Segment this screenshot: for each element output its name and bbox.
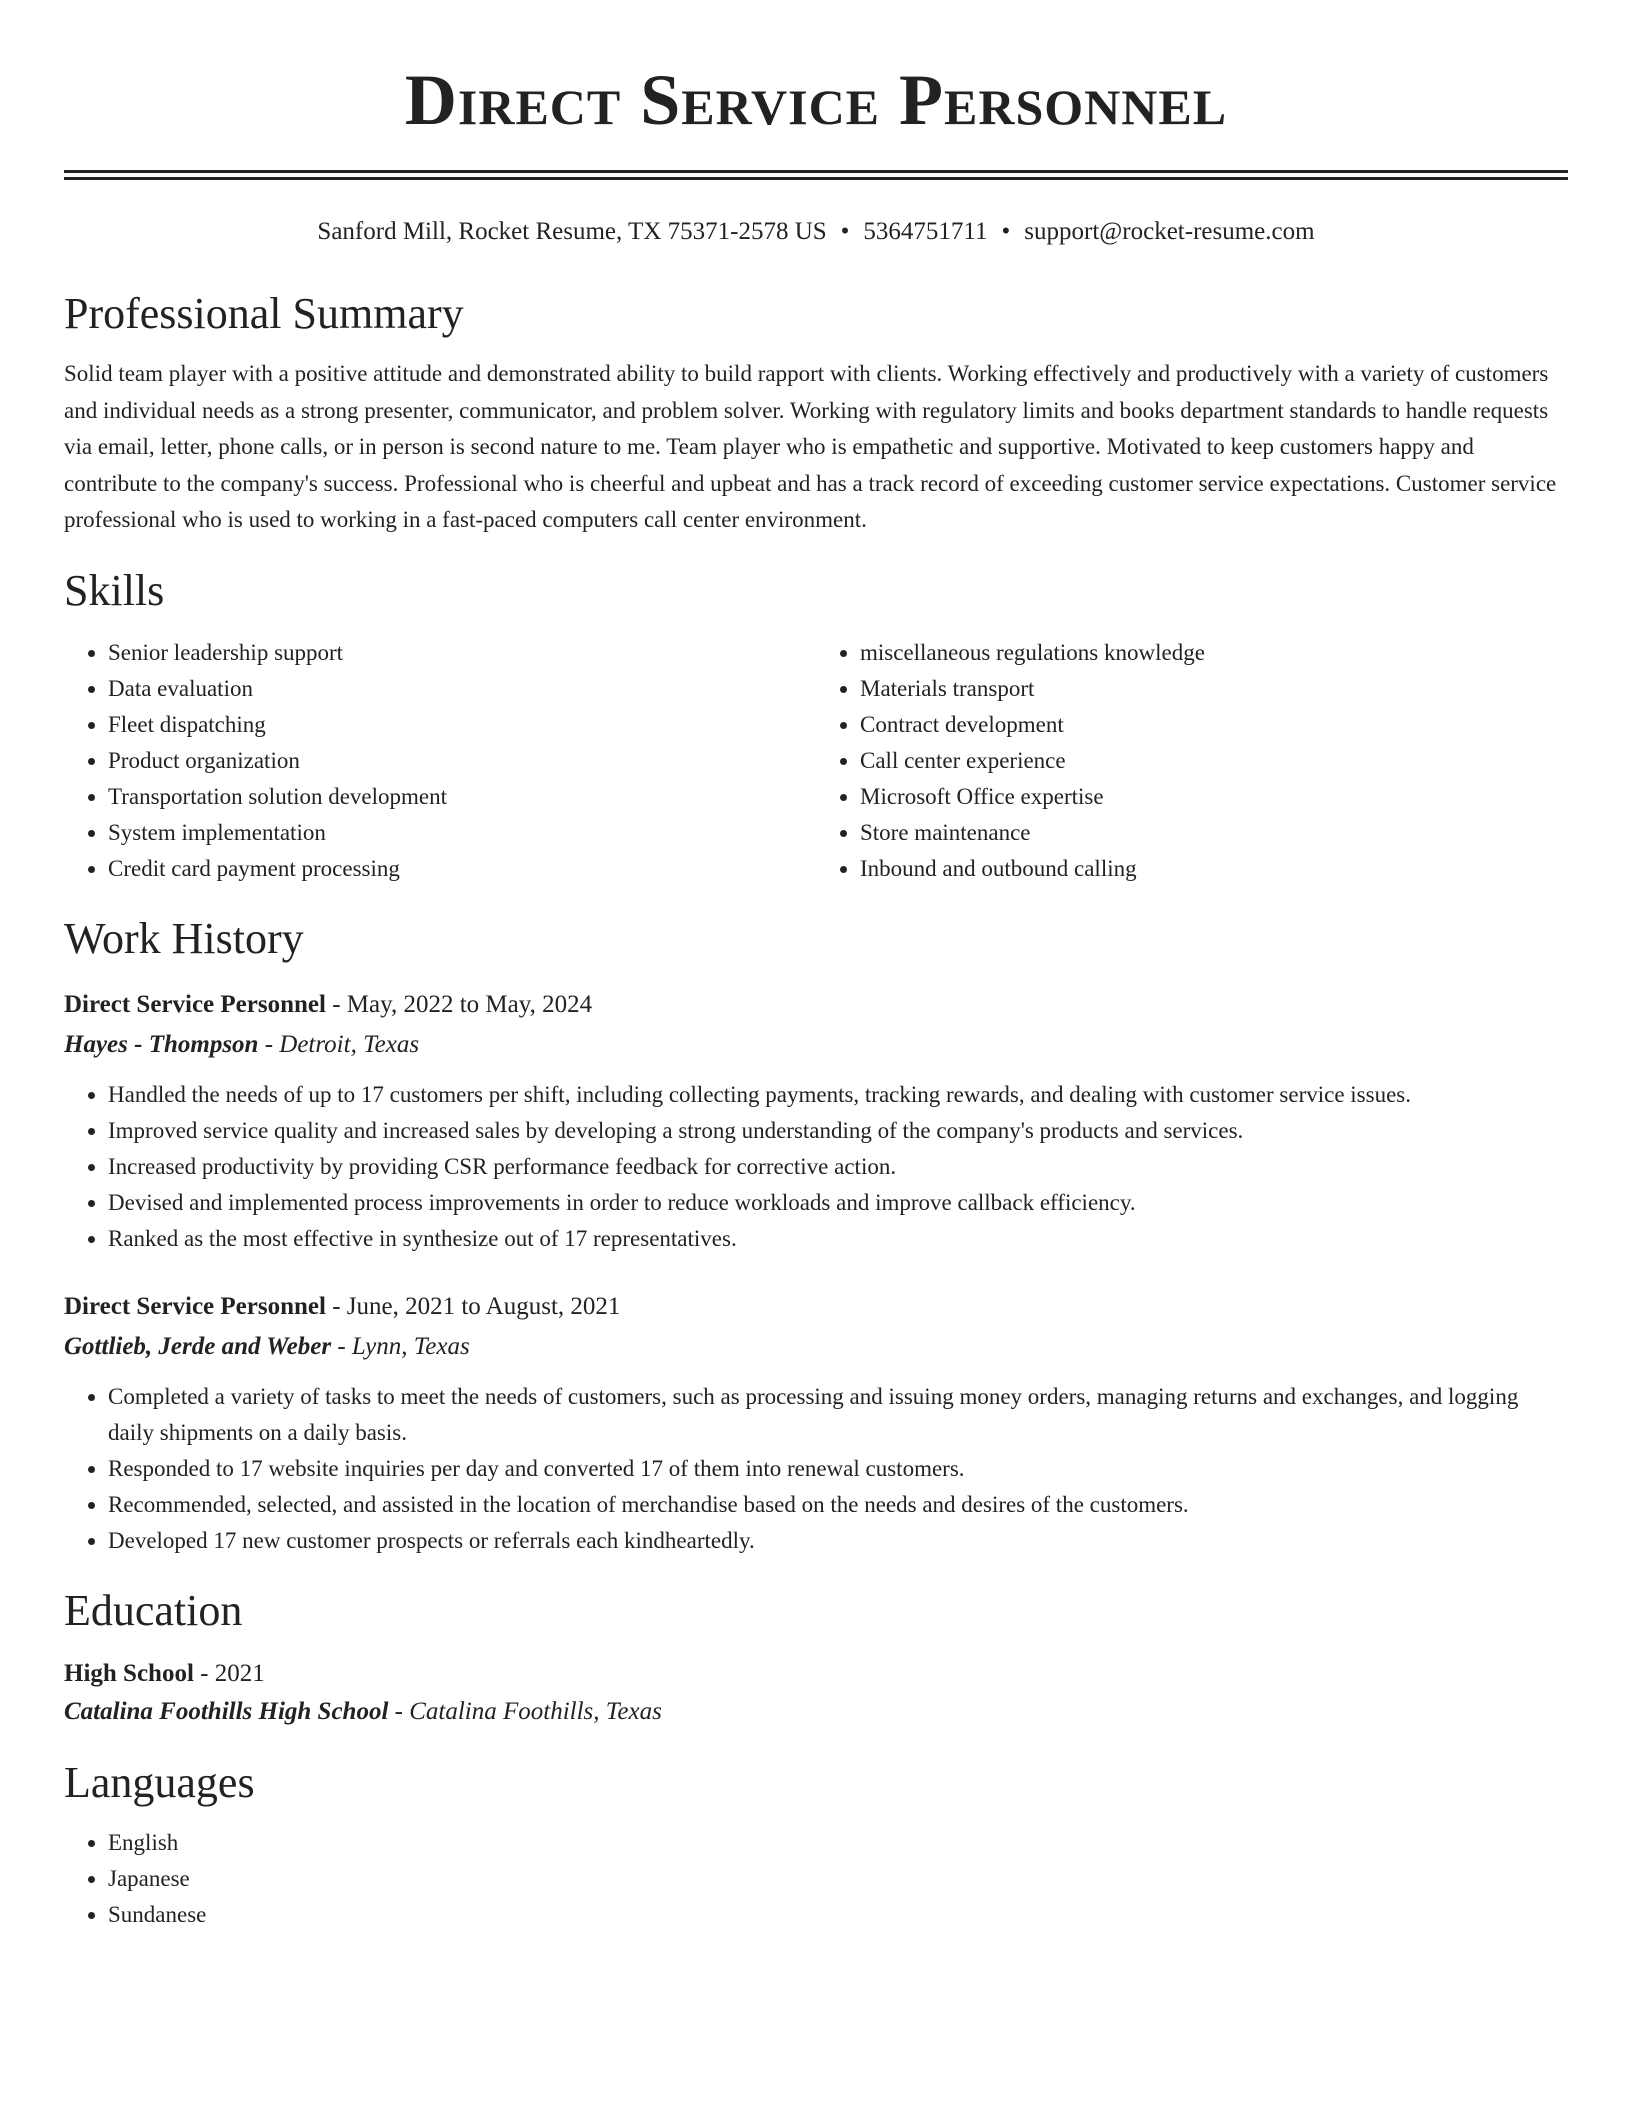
languages-section	[64, 1757, 1568, 1933]
contact-line	[64, 216, 1568, 248]
job-title-line	[64, 985, 1568, 1025]
education-heading: Education	[64, 1585, 243, 1635]
job-location: - Lynn, Texas	[331, 1332, 470, 1360]
job-company-line	[64, 1327, 1568, 1367]
job-location: - Detroit, Texas	[258, 1030, 420, 1058]
summary-section	[64, 288, 1568, 539]
job-bullet: • Developed 17 new customer prospects or referrals each kindheartedly.	[108, 1523, 1568, 1559]
language-item: • Japanese	[108, 1861, 1568, 1897]
job-bullet: • Improved service quality and increased sales by developing a strong understanding of the company's products and services.	[108, 1113, 1568, 1149]
skills-list-left	[64, 635, 816, 887]
skill-item: • Credit card payment processing	[108, 851, 816, 887]
contact-separator: •	[1001, 218, 1011, 245]
skills-heading: Skills	[64, 565, 165, 615]
job-bullet: • Ranked as the most effective in synthesize out of 17 representatives.	[108, 1221, 1568, 1257]
skill-item: • Store maintenance	[860, 815, 1568, 851]
skill-item: • Materials transport	[860, 671, 1568, 707]
job-bullet: • Devised and implemented process improvements in order to reduce workloads and improve callback efficiency.	[108, 1185, 1568, 1221]
job-bullet: • Responded to 17 website inquiries per day and converted 17 of them into renewal customers.	[108, 1451, 1568, 1487]
summary-text: Solid team player with a positive attitude and demonstrated ability to build rapport with clients. Working effectively and productively with a variety of customers and individual needs as a strong presenter, communicator, and problem solver. Working with regulatory limits and books department standards to handle requests via email, letter, phone calls, or in person is second nature to me. Team player who is empathetic and supportive. Motivated to keep customers happy and contribute to the company's success. Professional who is cheerful and upbeat and has a track record of exceeding customer service expectations. Customer service professional who is used to working in a fast-paced computers call center environment.	[64, 361, 1557, 532]
job-dates: - June, 2021 to August, 2021	[325, 1292, 621, 1320]
languages-list	[64, 1825, 1568, 1933]
education-school: Catalina Foothills High School	[64, 1697, 389, 1725]
job-bullet: • Handled the needs of up to 17 customers per shift, including collecting payments, tracking rewards, and dealing with customer service issues.	[108, 1077, 1568, 1113]
skill-item: • Senior leadership support	[108, 635, 816, 671]
job-bullet: • Increased productivity by providing CSR performance feedback for corrective action.	[108, 1149, 1568, 1185]
job-company: Gottlieb, Jerde and Weber	[64, 1332, 332, 1360]
skill-item: • Call center experience	[860, 743, 1568, 779]
skill-item: • Data evaluation	[108, 671, 816, 707]
job-title-line	[64, 1287, 1568, 1327]
language-item: • Sundanese	[108, 1897, 1568, 1933]
job-bullet: • Completed a variety of tasks to meet the needs of customers, such as processing and issuing money orders, managing returns and exchanges, and logging daily shipments on a daily basis.	[108, 1379, 1568, 1451]
contact-phone: 5364751711	[863, 218, 988, 245]
languages-heading: Languages	[64, 1757, 255, 1807]
skill-item: • Contract development	[860, 707, 1568, 743]
work-history-heading: Work History	[64, 913, 304, 963]
job-bullets	[64, 1077, 1568, 1257]
contact-address: Sanford Mill, Rocket Resume, TX 75371-2578 US	[317, 218, 827, 245]
education-school-line	[64, 1693, 1568, 1731]
job-company: Hayes - Thompson	[64, 1030, 259, 1058]
job-bullets	[64, 1379, 1568, 1559]
skill-item: • Transportation solution development	[108, 779, 816, 815]
summary-heading: Professional Summary	[64, 289, 464, 338]
job-entry	[64, 985, 1568, 1257]
contact-email: support@rocket-resume.com	[1024, 218, 1315, 245]
job-title: Direct Service Personnel	[64, 990, 326, 1018]
skill-item: • Product organization	[108, 743, 816, 779]
skills-list-right	[816, 635, 1568, 887]
skill-item: • Fleet dispatching	[108, 707, 816, 743]
job-company-line	[64, 1025, 1568, 1065]
job-bullet: • Recommended, selected, and assisted in the location of merchandise based on the needs and desires of the customers.	[108, 1487, 1568, 1523]
education-degree-line	[64, 1655, 1568, 1693]
language-item: • English	[108, 1825, 1568, 1861]
resume-name: Direct Service Personnel	[404, 60, 1228, 140]
education-degree: High School	[64, 1659, 194, 1687]
job-title: Direct Service Personnel	[64, 1292, 326, 1320]
skill-item: • miscellaneous regulations knowledge	[860, 635, 1568, 671]
job-entry	[64, 1287, 1568, 1559]
education-section	[64, 1585, 1568, 1731]
job-dates: - May, 2022 to May, 2024	[325, 990, 593, 1018]
work-history-section	[64, 913, 1568, 1559]
contact-separator: •	[840, 218, 850, 245]
skills-columns	[64, 635, 1568, 887]
skill-item: • Inbound and outbound calling	[860, 851, 1568, 887]
education-year: - 2021	[193, 1659, 265, 1687]
skill-item: • System implementation	[108, 815, 816, 851]
skills-section	[64, 565, 1568, 887]
education-location: - Catalina Foothills, Texas	[388, 1697, 662, 1725]
skill-item: • Microsoft Office expertise	[860, 779, 1568, 815]
header-double-rule	[64, 170, 1568, 180]
